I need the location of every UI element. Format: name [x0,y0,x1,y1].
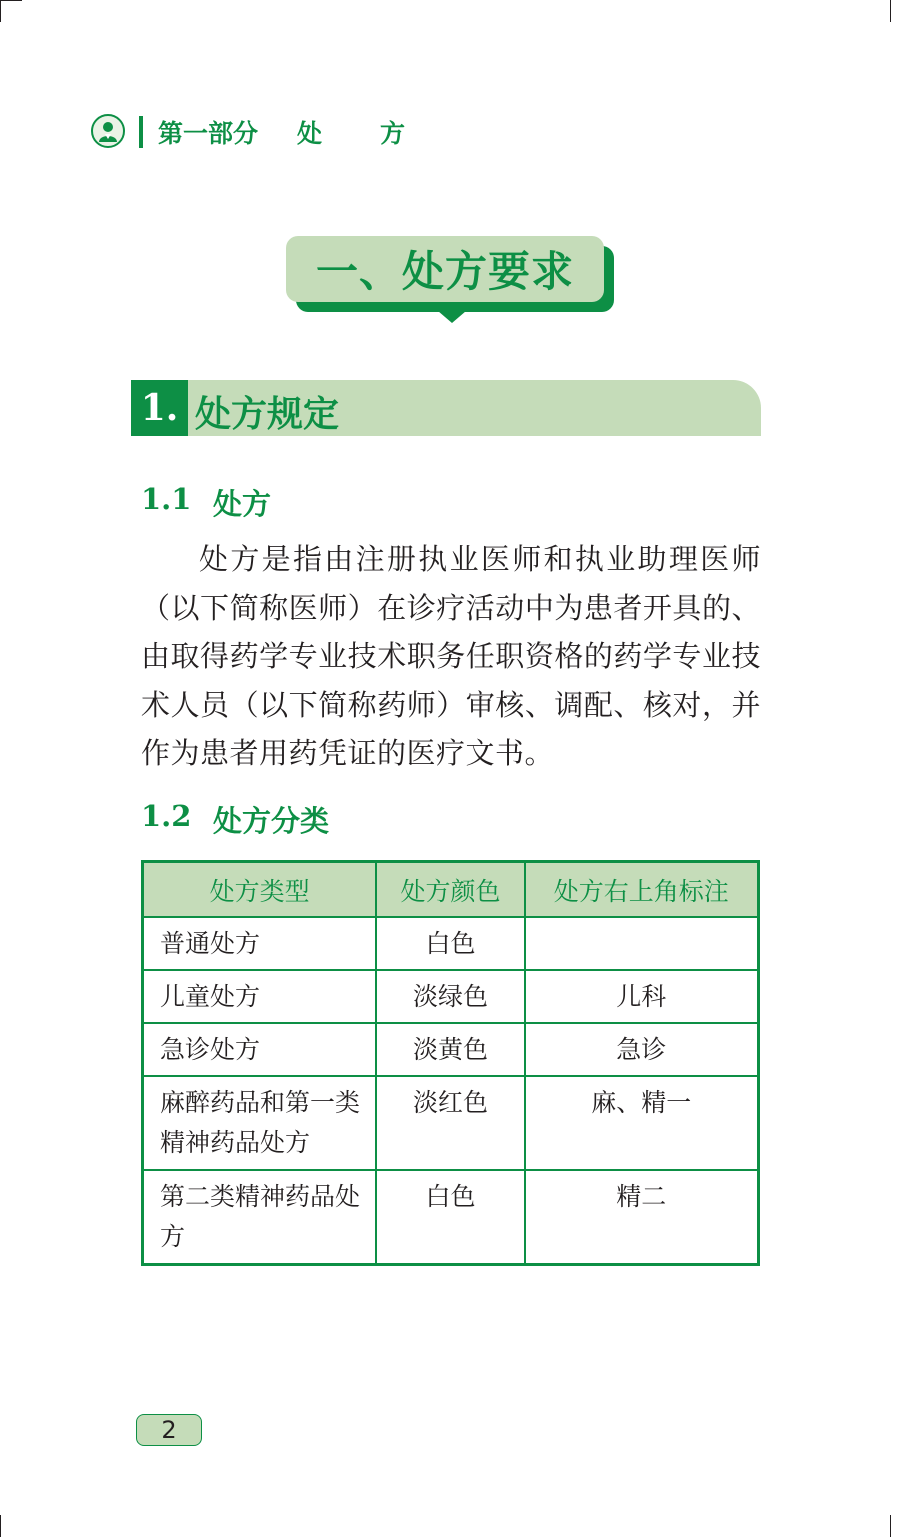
cell-color: 白色 [376,1170,524,1264]
cell-color: 白色 [376,917,524,970]
header-corner-mark: 处方右上角标注 [525,862,759,918]
header-chapter-label: 处方 [297,119,464,148]
cell-mark: 精二 [525,1170,759,1264]
cell-type: 急诊处方 [143,1023,377,1076]
crop-mark-right-vertical [890,0,891,22]
cell-mark: 急诊 [525,1023,759,1076]
header-divider [139,116,143,148]
cell-mark: 儿科 [525,970,759,1023]
table-header-row [143,862,759,918]
subsection-1-number: 1.1 [141,482,192,516]
page-number: 2 [136,1414,202,1446]
table-row [143,1170,759,1264]
crop-mark-left-horizontal [0,0,22,1]
cell-mark: 麻、精一 [525,1076,759,1170]
crop-mark-bottom-left [0,1515,1,1537]
cell-type: 普通处方 [143,917,377,970]
subsection-1-paragraph: 处方是指由注册执业医师和执业助理医师（以下简称医师）在诊疗活动中为患者开具的、由取得药学专业技术职务任职资格的药学专业技术人员（以下简称药师）审核、调配、核对，并作为患者用药凭证的医疗文书。 [141,542,761,770]
prescription-type-table [141,860,760,1266]
table-row [143,970,759,1023]
section-number: 1. [131,380,188,436]
header-part-label: 第一部分 [158,119,259,148]
cell-mark [525,917,759,970]
doctor-avatar-icon [91,114,125,148]
cell-color: 淡红色 [376,1076,524,1170]
table-row [143,1076,759,1170]
table-row [143,917,759,970]
header-prescription-color: 处方颜色 [376,862,524,918]
header-prescription-type: 处方类型 [143,862,377,918]
cell-type: 第二类精神药品处方 [143,1170,377,1264]
subsection-1-title: 处方 [213,487,272,521]
chapter-title: 一、处方要求 [315,247,574,296]
crop-mark-left-vertical [0,0,1,22]
cell-color: 淡绿色 [376,970,524,1023]
cell-type: 麻醉药品和第一类精神药品处方 [143,1076,377,1170]
cell-color: 淡黄色 [376,1023,524,1076]
crop-mark-bottom-right [890,1515,891,1537]
cell-type: 儿童处方 [143,970,377,1023]
table-row [143,1023,759,1076]
chapter-title-pointer [438,311,466,323]
subsection-2-number: 1.2 [141,799,192,833]
section-title: 处方规定 [195,393,340,435]
chapter-title-box [286,236,604,302]
subsection-2-title: 处方分类 [213,804,330,838]
